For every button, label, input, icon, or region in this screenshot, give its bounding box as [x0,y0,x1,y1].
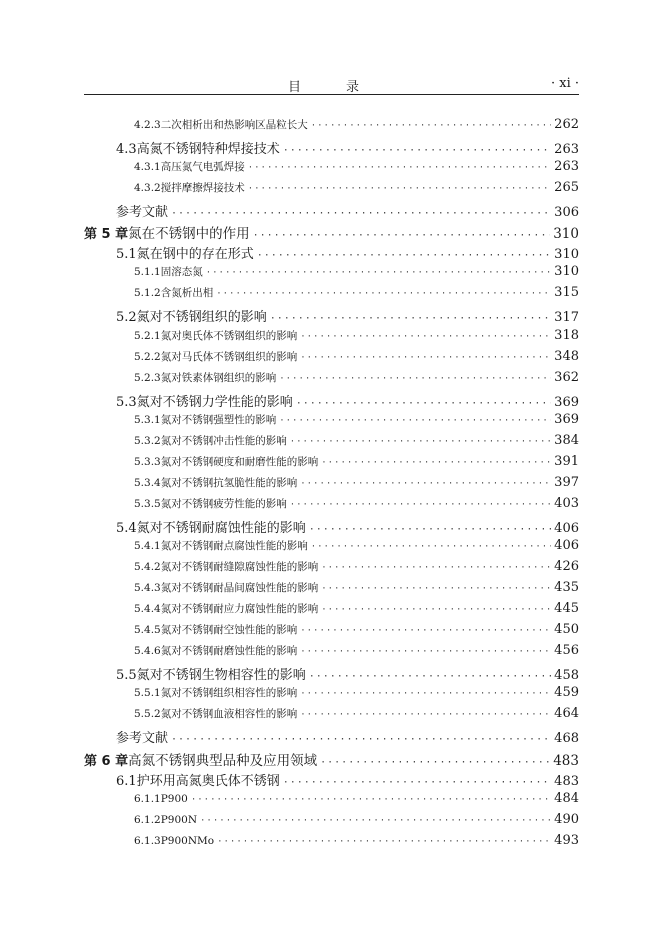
toc-subsection-entry [134,601,579,621]
toc-entry-title: 含氮析出相 [160,287,214,300]
toc-entry-title: 固溶态氮 [160,266,203,279]
dot-leader [206,268,551,278]
toc-entry-title: 高压氮气电弧焊接 [160,161,245,174]
toc-entry-page-number: 483 [553,752,579,769]
toc-entry-page-number: 318 [554,327,579,343]
dot-leader [279,416,551,426]
dot-leader [300,353,551,363]
dot-leader [217,837,551,847]
toc-entry-number: 4.3.2 [134,182,161,195]
dot-leader [171,734,551,745]
toc-entry-page-number: 456 [554,643,579,659]
toc-entry-number: 5.1.1 [134,266,161,279]
dot-leader [309,524,551,535]
toc-chapter-entry [84,222,579,242]
toc-entry-page-number: 490 [554,811,579,827]
toc-entry-page-number: 310 [554,247,579,263]
toc-entry-title: 参考文献 [116,731,169,747]
dot-leader [171,208,551,219]
toc-entry-page-number: 459 [554,685,579,701]
dot-leader [253,230,551,241]
dot-leader [300,710,551,720]
header-title: 目 录 [287,80,375,95]
toc-entry-title: 氮对不锈钢耐缝隙腐蚀性能的影响 [160,561,319,574]
dot-leader [257,250,551,261]
toc-entry-title: 护环用高氮奥氏体不锈钢 [136,773,280,789]
toc-subsection-entry [134,180,579,200]
toc-subsection-entry [134,454,579,474]
toc-entry-page-number: 406 [554,538,579,553]
toc-subsection-entry [134,706,579,726]
dot-leader [321,605,551,615]
toc-entry-number: 5.5 [116,668,137,684]
toc-subsection-entry [134,349,579,369]
toc-subsection-entry [134,496,579,516]
toc-entry-title: 氮对不锈钢耐腐蚀性能的影响 [136,520,306,536]
toc-entry-page-number: 310 [553,226,579,243]
toc-entry-title: 氮对不锈钢血液相容性的影响 [160,708,298,721]
dot-leader [300,626,551,636]
toc-entry-page-number: 458 [554,668,579,684]
toc-entry-title: 二次相析出和热影响区晶粒长大 [160,119,308,131]
dot-leader [270,313,551,324]
toc-entry-number: 5.2.3 [134,371,161,384]
dot-leader [300,479,551,489]
toc-entry-page-number: 362 [554,369,579,385]
toc-entry-title: 氮对不锈钢生物相容性的影响 [136,668,306,684]
toc-entry-page-number: 445 [554,601,579,617]
toc-subsection-entry [134,791,579,811]
dot-leader [283,145,551,156]
toc-entry-number: 5.3.5 [134,497,161,510]
toc-entry-number: 5.4.3 [134,582,161,595]
toc-section-entry [116,517,579,537]
toc-entry-number: 5.4.6 [134,645,161,658]
dot-leader [311,121,551,131]
toc-references-entry [116,727,579,747]
toc-entry-title: 氮对马氏体不锈钢组织的影响 [160,350,298,363]
toc-entry-title: 氮在钢中的存在形式 [136,247,254,263]
toc-references-entry [116,201,579,221]
toc-entry-title: 氮对不锈钢力学性能的影响 [136,394,293,410]
toc-subsection-entry [134,264,579,284]
toc-subsection-entry [134,538,579,558]
toc-entry-number: 6.1 [116,773,137,789]
toc-entry-title: 氮对不锈钢冲击性能的影响 [160,434,287,447]
toc-entry-page-number: 262 [554,117,579,132]
toc-entry-title: 氮在不锈钢中的作用 [128,226,250,243]
toc-subsection-entry [134,559,579,579]
toc-entry-title: 氮对不锈钢耐空蚀性能的影响 [160,624,298,637]
toc-entry-title: P900 [160,792,188,805]
toc-subsection-entry [134,285,579,305]
toc-entry-page-number: 384 [554,432,579,448]
toc-entry-page-number: 426 [554,559,579,575]
dot-leader [248,163,551,173]
toc-entry-number: 5.4.1 [134,540,161,552]
toc-entry-title: 氮对不锈钢疲劳性能的影响 [160,497,287,510]
toc-entry-page-number: 435 [554,580,579,596]
toc-entry-title: 氮对不锈钢耐应力腐蚀性能的影响 [160,603,319,616]
toc-entry-page-number: 406 [554,520,579,536]
dot-leader [311,542,551,552]
dot-leader [200,816,551,826]
toc-entry-title: 氮对铁素体钢组织的影响 [160,371,277,384]
toc-entry-number: 5.1 [116,247,137,263]
toc-section-entry [116,770,579,790]
toc-entry-title: 氮对不锈钢组织相容性的影响 [160,687,298,700]
dot-leader [321,563,551,573]
toc-entry-page-number: 306 [554,205,579,221]
toc-entry-page-number: 468 [554,731,579,747]
dot-leader [191,795,551,805]
toc-entry-page-number: 369 [554,411,579,427]
toc-subsection-entry [134,370,579,390]
toc-entry-number: 6.1.2 [134,813,161,826]
toc-entry-number: 5.4 [116,520,137,536]
dot-leader [321,584,551,594]
header-page-number: · xi · [550,76,579,91]
toc-entry-number: 5.4.4 [134,603,161,616]
toc-section-entry [116,664,579,684]
toc-entry-number: 5.3.2 [134,434,161,447]
toc-section-entry [116,391,579,411]
toc-entry-title: 高氮不锈钢特种焊接技术 [136,142,280,158]
dot-leader [279,374,551,384]
toc-entry-page-number: 369 [554,394,579,410]
toc-entry-title: 氮对不锈钢硬度和耐磨性能的影响 [160,455,319,468]
toc-entry-title: 参考文献 [116,205,169,221]
toc-entry-page-number: 464 [554,706,579,722]
toc-entry-number: 4.2.3 [134,119,161,131]
toc-subsection-entry [134,580,579,600]
toc-entry-title: 氮对不锈钢耐点腐蚀性能的影响 [160,540,308,552]
toc-entry-number: 5.3.4 [134,476,161,489]
toc-entry-number: 4.3.1 [134,161,161,174]
toc-entry-number: 5.1.2 [134,287,161,300]
toc-subsection-entry [134,833,579,853]
toc-subsection-entry [134,685,579,705]
toc-entry-page-number: 263 [554,159,579,175]
toc-entry-page-number: 391 [554,453,579,469]
toc-subsection-entry [134,412,579,432]
toc-entry-number: 5.5.2 [134,708,161,721]
toc-entry-title: 高氮不锈钢典型品种及应用领域 [128,752,318,769]
toc-entry-number: 5.2.1 [134,329,161,342]
dot-leader [216,289,551,299]
toc-entry-number: 5.2.2 [134,350,161,363]
toc-chapter-entry [84,749,579,769]
dot-leader [300,689,551,699]
toc-entry-page-number: 493 [554,832,579,848]
toc-entry-page-number: 484 [554,790,579,806]
toc-section-entry [116,306,579,326]
toc-entry-title: 氮对不锈钢强塑性的影响 [160,413,277,426]
toc-entry-number: 5.4.2 [134,561,161,574]
toc-entry-number: 第 6 章 [84,753,129,769]
toc-entry-page-number: 263 [554,142,579,158]
dot-leader [290,437,551,447]
toc-subsection-entry [134,117,579,137]
toc-subsection-entry [134,475,579,495]
toc-section-entry [116,138,579,158]
toc-entry-title: 搅拌摩擦焊接技术 [160,182,245,195]
toc-subsection-entry [134,622,579,642]
dot-leader [290,500,551,510]
toc-entry-page-number: 397 [554,474,579,490]
dot-leader [283,777,551,788]
toc-entry-number: 5.3.1 [134,413,161,426]
toc-section-entry [116,243,579,263]
dot-leader [321,458,551,468]
toc-entry-number: 5.3 [116,394,137,410]
dot-leader [309,671,551,682]
dot-leader [320,757,550,768]
toc-entry-page-number: 403 [554,495,579,511]
toc-entry-number: 6.1.1 [134,792,161,805]
toc-entry-number: 第 5 章 [84,227,129,243]
toc-entry-page-number: 315 [554,285,579,301]
toc-subsection-entry [134,643,579,663]
toc-entry-page-number: 310 [554,264,579,280]
toc-entry-title: P900NMo [160,834,215,847]
running-header [84,74,579,95]
toc-entry-page-number: 348 [554,348,579,364]
dot-leader [248,184,551,194]
toc-subsection-entry [134,812,579,832]
toc-entry-title: 氮对不锈钢抗氢脆性能的影响 [160,476,298,489]
toc-entry-page-number: 317 [554,310,579,326]
toc-entry-number: 4.3 [116,142,137,158]
toc-entry-title: 氮对不锈钢耐磨蚀性能的影响 [160,645,298,658]
toc-entry-title: 氮对不锈钢耐晶间腐蚀性能的影响 [160,582,319,595]
toc-subsection-entry [134,433,579,453]
dot-leader [300,647,551,657]
toc-entry-title: P900N [160,813,198,826]
toc-entry-number: 5.2 [116,310,137,326]
toc-subsection-entry [134,328,579,348]
toc-entry-number: 6.1.3 [134,834,161,847]
toc-entry-title: 氮对奥氏体不锈钢组织的影响 [160,329,298,342]
toc-entry-number: 5.3.3 [134,455,161,468]
toc-entry-page-number: 265 [554,180,579,196]
toc-entry-page-number: 450 [554,622,579,638]
dot-leader [300,332,551,342]
toc-entry-title: 氮对不锈钢组织的影响 [136,310,267,326]
toc-subsection-entry [134,159,579,179]
dot-leader [296,398,551,409]
toc-entry-page-number: 483 [554,773,579,789]
toc-entry-number: 5.4.5 [134,624,161,637]
toc-entry-number: 5.5.1 [134,687,161,700]
